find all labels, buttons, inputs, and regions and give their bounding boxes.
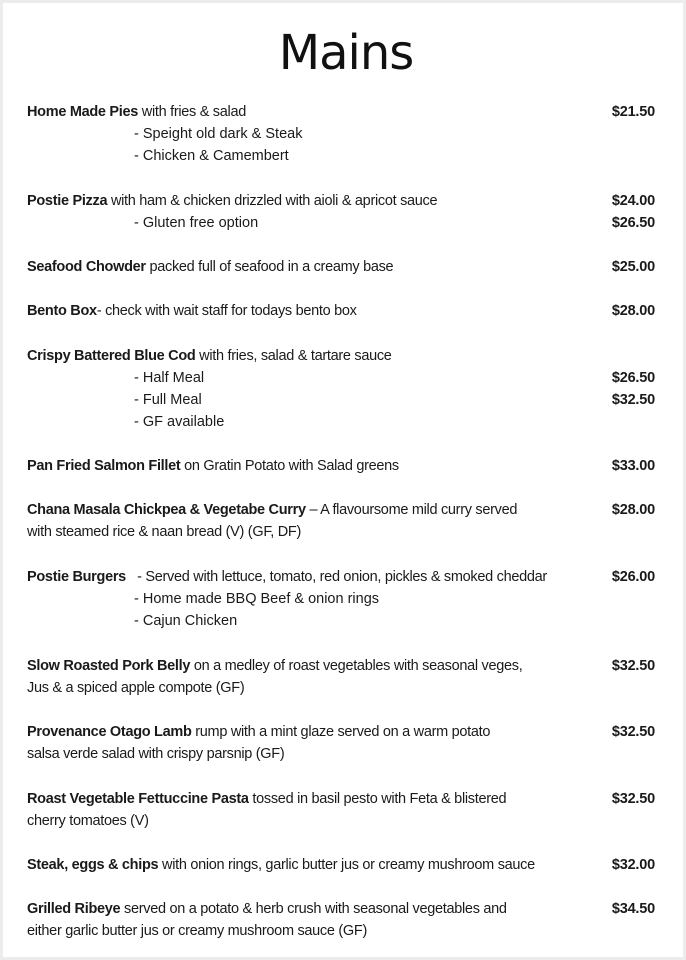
item-line	[27, 190, 667, 212]
item-price: $34.50	[611, 901, 655, 917]
item-option	[27, 123, 667, 145]
item-price: $32.50	[611, 724, 655, 740]
item-price: $32.50	[611, 658, 655, 674]
option-price: $26.50	[611, 370, 655, 386]
item-option	[27, 367, 667, 389]
item-desc: with fries & salad	[138, 104, 246, 120]
item-desc: with fries, salad & tartare sauce	[195, 348, 392, 364]
item-name: Chana Masala Chickpea & Vegetabe Curry	[27, 502, 306, 518]
option-price: $26.50	[611, 215, 655, 231]
menu-page	[3, 3, 683, 957]
item-line	[27, 256, 667, 278]
menu-item-bento-box	[27, 300, 667, 322]
item-line	[27, 101, 667, 123]
item-desc: - Served with lettuce, tomato, red onion, pickles & smoked cheddar	[125, 569, 547, 585]
item-price: $33.00	[611, 458, 655, 474]
option-price: $32.50	[611, 392, 655, 408]
item-desc: with ham & chicken drizzled with aioli & apricot sauce	[107, 193, 438, 209]
item-desc: tossed in basil pesto with Feta & blistered	[248, 791, 507, 807]
option-text: - Full Meal	[134, 392, 202, 408]
item-price: $28.00	[611, 303, 655, 319]
option-text: - Home made BBQ Beef & onion rings	[134, 591, 380, 607]
item-option	[27, 610, 667, 632]
item-option	[27, 212, 667, 234]
item-line	[27, 854, 667, 876]
item-desc-continued: cherry tomatoes (V)	[27, 813, 149, 829]
item-name: Crispy Battered Blue Cod	[27, 348, 196, 364]
menu-item-fettuccine-pasta	[27, 788, 667, 832]
item-desc: with onion rings, garlic butter jus or creamy mushroom sauce	[158, 857, 535, 873]
item-line	[27, 788, 667, 810]
item-name: Grilled Ribeye	[27, 901, 121, 917]
menu-item-steak-eggs-chips	[27, 854, 667, 876]
item-desc-continued: salsa verde salad with crispy parsnip (GF)	[27, 746, 285, 762]
option-text: - Chicken & Camembert	[134, 148, 289, 164]
page-title: Mains	[278, 25, 414, 81]
menu-item-salmon-fillet	[27, 455, 667, 477]
menu-item-postie-burgers	[27, 566, 667, 632]
item-name: Bento Box	[27, 303, 97, 319]
item-option	[27, 389, 667, 411]
item-name: Pan Fried Salmon Fillet	[27, 458, 181, 474]
item-option	[27, 145, 667, 167]
menu-item-home-made-pies	[27, 101, 667, 167]
item-name: Provenance Otago Lamb	[27, 724, 192, 740]
item-desc-continued: with steamed rice & naan bread (V) (GF, DF)	[27, 524, 301, 540]
item-name: Seafood Chowder	[27, 259, 146, 275]
item-price: $21.50	[611, 104, 655, 120]
option-text: - Gluten free option	[134, 215, 259, 231]
item-desc: on a medley of roast vegetables with seasonal veges,	[190, 658, 523, 674]
item-desc: rump with a mint glaze served on a warm potato	[191, 724, 491, 740]
item-line	[27, 300, 667, 322]
option-text: - Cajun Chicken	[134, 613, 238, 629]
item-desc: packed full of seafood in a creamy base	[145, 259, 394, 275]
item-line	[27, 499, 667, 521]
item-desc: – A flavoursome mild curry served	[305, 502, 518, 518]
menu-item-pork-belly	[27, 655, 667, 699]
item-price: $24.00	[611, 193, 655, 209]
item-option	[27, 411, 667, 433]
item-price: $28.00	[611, 502, 655, 518]
menu-item-postie-pizza	[27, 190, 667, 234]
menu-item-chana-masala	[27, 499, 667, 543]
item-option	[27, 588, 667, 610]
menu-item-otago-lamb	[27, 721, 667, 765]
menu-item-seafood-chowder	[27, 256, 667, 278]
option-text: - Speight old dark & Steak	[134, 126, 303, 142]
item-name: Home Made Pies	[27, 104, 139, 120]
item-price: $32.00	[611, 857, 655, 873]
option-text: - Half Meal	[134, 370, 205, 386]
item-desc: served on a potato & herb crush with seasonal vegetables and	[120, 901, 507, 917]
item-name: Postie Pizza	[27, 193, 108, 209]
item-price: $32.50	[611, 791, 655, 807]
item-line	[27, 898, 667, 920]
menu-item-grilled-ribeye	[27, 898, 667, 942]
item-desc: - check with wait staff for todays bento box	[96, 303, 357, 319]
item-line	[27, 455, 667, 477]
item-line	[27, 566, 667, 588]
item-name: Postie Burgers	[27, 569, 126, 585]
item-line	[27, 655, 667, 677]
item-line	[27, 721, 667, 743]
item-price: $25.00	[611, 259, 655, 275]
item-desc-continued: Jus & a spiced apple compote (GF)	[27, 680, 245, 696]
item-line	[27, 345, 667, 367]
item-desc: on Gratin Potato with Salad greens	[180, 458, 399, 474]
item-name: Steak, eggs & chips	[27, 857, 159, 873]
item-name: Slow Roasted Pork Belly	[27, 658, 191, 674]
item-desc-continued: either garlic butter jus or creamy mushroom sauce (GF)	[27, 923, 367, 939]
option-text: - GF available	[134, 414, 225, 430]
item-price: $26.00	[611, 569, 655, 585]
menu-item-blue-cod	[27, 345, 667, 433]
item-name: Roast Vegetable Fettuccine Pasta	[27, 791, 249, 807]
